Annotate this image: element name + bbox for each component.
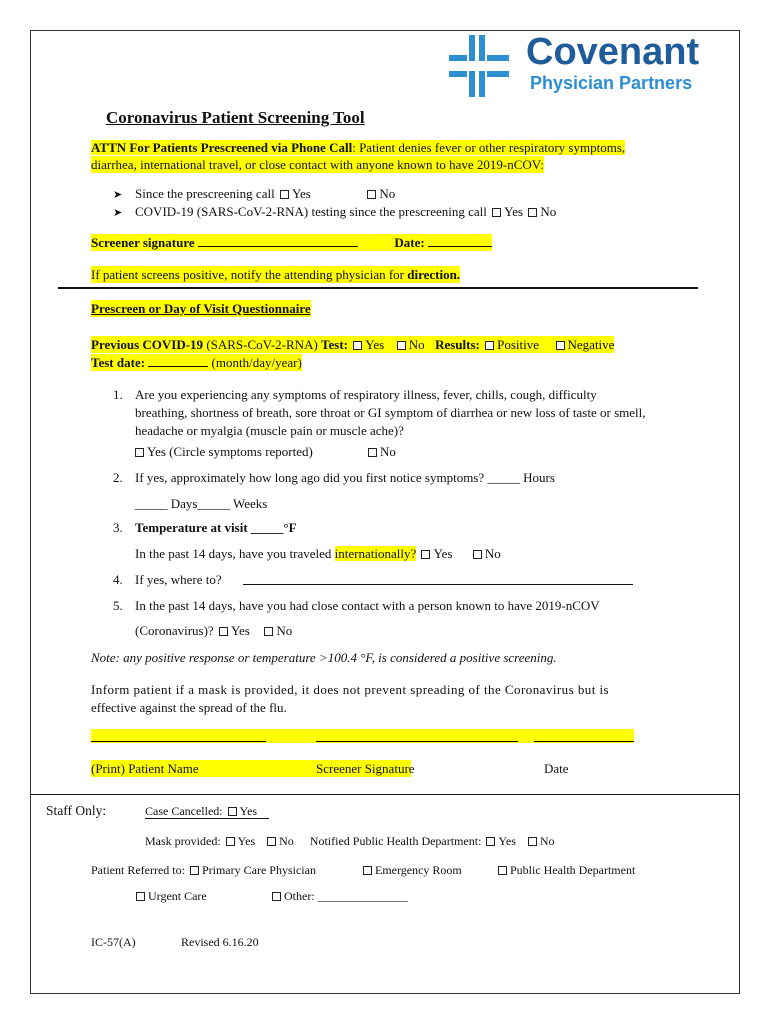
checkbox-result-negative[interactable] xyxy=(556,341,565,350)
checkbox-contact-no[interactable] xyxy=(264,627,273,636)
attn-line-1: ATTN For Patients Prescreened via Phone Call: Patient denies fever or other respiratory symptoms, xyxy=(91,140,626,155)
arrow-bullet-icon: ➤ xyxy=(113,206,123,219)
mask-provided-line: Mask provided: Yes No Notified Public Health Department: Yes No xyxy=(145,834,555,848)
question-1-no: No xyxy=(366,443,396,460)
test-date-line[interactable]: Test date: (month/day/year) xyxy=(91,355,302,370)
screener-signature-field[interactable] xyxy=(316,741,518,742)
patient-name-line[interactable] xyxy=(91,741,266,742)
checkbox-previous-no[interactable] xyxy=(397,341,406,350)
logo-name: Covenant xyxy=(526,31,700,73)
date-label: Date xyxy=(544,761,569,776)
question-4: 4. If yes, where to? xyxy=(113,572,222,587)
inform-line-1: Inform patient if a mask is provided, it does not prevent spreading of the Coronavirus but is xyxy=(91,682,610,697)
referred-er: Emergency Room xyxy=(361,862,462,879)
checkbox-prescreen-no[interactable] xyxy=(367,190,376,199)
checkbox-primary-care[interactable] xyxy=(190,866,199,875)
revision-date: Revised 6.16.20 xyxy=(181,935,259,949)
positive-notice: If patient screens positive, notify the attending physician for direction. xyxy=(91,267,461,282)
question-5: 5. In the past 14 days, have you had close contact with a person known to have 2019-nCOV xyxy=(113,598,600,613)
bullet-prescreening-call: ➤ Since the prescreening call Yes No xyxy=(113,186,396,201)
checkbox-public-health[interactable] xyxy=(498,866,507,875)
checkbox-prescreen-yes[interactable] xyxy=(280,190,289,199)
form-code: IC-57(A) xyxy=(91,935,136,949)
staff-divider xyxy=(30,794,740,795)
checkbox-notified-no[interactable] xyxy=(528,837,537,846)
arrow-bullet-icon: ➤ xyxy=(113,188,123,201)
checkbox-other[interactable] xyxy=(272,892,281,901)
section-divider xyxy=(58,287,698,289)
checkbox-notified-yes[interactable] xyxy=(486,837,495,846)
question-3-travel: In the past 14 days, have you traveled internationally? Yes No xyxy=(135,546,501,561)
referred-urgent: Urgent Care xyxy=(134,888,207,905)
positive-screening-note: Note: any positive response or temperature >100.4 °F, is considered a positive screening. xyxy=(91,650,557,665)
covenant-cross-logo-icon xyxy=(449,33,513,99)
question-4-answer-line[interactable] xyxy=(243,584,633,585)
checkbox-testing-no[interactable] xyxy=(528,208,537,217)
question-3: 3. Temperature at visit _____°F xyxy=(113,520,297,535)
checkbox-testing-yes[interactable] xyxy=(492,208,501,217)
checkbox-q1-yes[interactable] xyxy=(135,448,144,457)
logo-subtitle: Physician Partners xyxy=(530,73,693,93)
question-1-line-3: headache or myalgia (muscle pain or muscle ache)? xyxy=(135,423,404,438)
patient-name-label: (Print) Patient Name xyxy=(91,760,301,777)
questionnaire-heading: Prescreen or Day of Visit Questionnaire xyxy=(91,301,311,316)
screener-signature-line[interactable]: Screener signature Date: xyxy=(91,234,492,251)
attn-line-2: diarrhea, international travel, or close contact with anyone known to have 2019-nCOV: xyxy=(91,157,544,172)
question-1: 1. Are you experiencing any symptoms of respiratory illness, fever, chills, cough, difficulty xyxy=(113,387,597,402)
question-5-line-2: (Coronavirus)? Yes No xyxy=(135,623,293,638)
referred-phd: Public Health Department xyxy=(496,862,635,879)
referred-line: Patient Referred to: Primary Care Physician xyxy=(91,863,316,877)
checkbox-mask-no[interactable] xyxy=(267,837,276,846)
checkbox-q1-no[interactable] xyxy=(368,448,377,457)
checkbox-travel-yes[interactable] xyxy=(421,550,430,559)
inform-line-2: effective against the spread of the flu. xyxy=(91,700,287,715)
question-1-line-2: breathing, shortness of breath, sore throat or GI symptom of diarrhea or new loss of taste or smell, xyxy=(135,405,646,420)
question-1-options: Yes (Circle symptoms reported) xyxy=(133,443,313,460)
screener-signature-label: Screener Signature xyxy=(301,760,411,777)
checkbox-result-positive[interactable] xyxy=(485,341,494,350)
staff-only-label: Staff Only: xyxy=(46,803,107,818)
checkbox-urgent-care[interactable] xyxy=(136,892,145,901)
checkbox-previous-yes[interactable] xyxy=(353,341,362,350)
date-field[interactable] xyxy=(534,741,634,742)
referred-other: Other: _______________ xyxy=(270,888,408,905)
case-cancelled-line: Case Cancelled: Yes xyxy=(145,804,258,818)
checkbox-mask-yes[interactable] xyxy=(226,837,235,846)
question-2-line-2: _____ Days_____ Weeks xyxy=(135,496,268,511)
previous-covid-line: Previous COVID-19 (SARS-CoV-2-RNA) Test: Yes No Results: Positive Negative xyxy=(91,337,615,352)
page-title: Coronavirus Patient Screening Tool xyxy=(106,108,365,127)
checkbox-travel-no[interactable] xyxy=(473,550,482,559)
case-cancelled-underline xyxy=(145,818,269,819)
checkbox-emergency-room[interactable] xyxy=(363,866,372,875)
checkbox-case-cancelled[interactable] xyxy=(228,807,237,816)
bullet-covid-testing: ➤ COVID-19 (SARS-CoV-2-RNA) testing since the prescreening call Yes No xyxy=(113,204,557,219)
question-2: 2. If yes, approximately how long ago did you first notice symptoms? _____ Hours xyxy=(113,470,555,485)
checkbox-contact-yes[interactable] xyxy=(219,627,228,636)
